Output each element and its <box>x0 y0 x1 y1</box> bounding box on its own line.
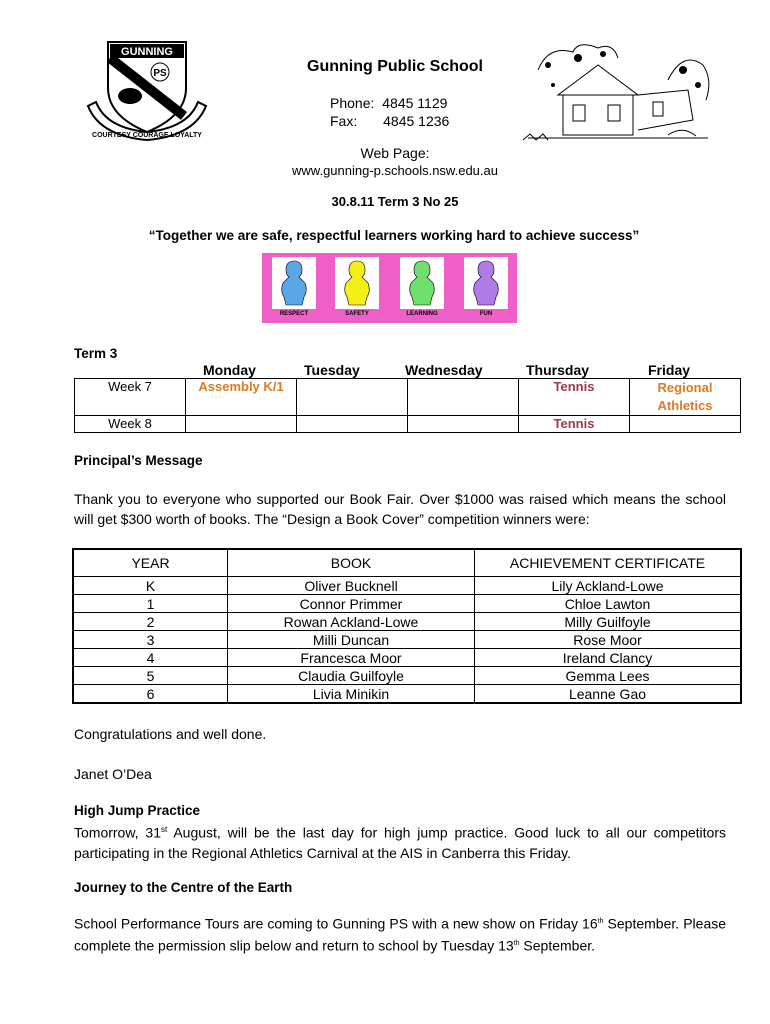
book-winner-cell: Francesca Moor <box>228 649 475 667</box>
phone-label: Phone: <box>330 95 375 111</box>
svg-text:GUNNING: GUNNING <box>121 46 173 58</box>
day-header-tuesday: Tuesday <box>304 362 360 378</box>
year-cell: K <box>73 577 228 595</box>
timetable-cell <box>630 416 741 433</box>
learning-figure-icon <box>400 257 444 309</box>
year-cell: 2 <box>73 613 228 631</box>
high-jump-text-a: Tomorrow, 31 <box>74 824 162 841</box>
table-row <box>73 577 741 595</box>
school-motto: “Together we are safe, respectful learners working hard to achieve success” <box>148 228 640 243</box>
learning-label: LEARNING <box>406 311 438 317</box>
safety-figure-icon <box>335 257 379 309</box>
book-winner-cell: Milli Duncan <box>228 631 475 649</box>
school-crest-logo <box>80 36 214 144</box>
journey-text-c: September. <box>519 937 596 954</box>
congratulations-text: Congratulations and well done. <box>74 726 267 742</box>
year-cell: 1 <box>73 595 228 613</box>
fun-label: FUN <box>479 311 493 317</box>
high-jump-heading: High Jump Practice <box>74 803 201 818</box>
book-cover-winners-table <box>72 548 742 704</box>
journey-text <box>74 912 726 955</box>
table-row <box>73 667 741 685</box>
school-house-sketch <box>518 40 716 150</box>
column-header: ACHIEVEMENT CERTIFICATE <box>475 549 742 577</box>
journey-sup-2: th <box>513 939 520 947</box>
week-label: Week 8 <box>75 416 186 433</box>
certificate-winner-cell: Lily Ackland-Lowe <box>475 577 742 595</box>
table-row <box>73 595 741 613</box>
term-title: Term 3 <box>74 346 118 361</box>
table-row <box>75 416 741 433</box>
certificate-winner-cell: Rose Moor <box>475 631 742 649</box>
table-row <box>75 379 741 416</box>
book-winner-cell: Rowan Ackland-Lowe <box>228 613 475 631</box>
issue-date-number: 30.8.11 Term 3 No 25 <box>331 194 459 209</box>
school-name: Gunning Public School <box>307 58 483 75</box>
table-row <box>73 631 741 649</box>
high-jump-text-b: August, will be the last day for high jump practice. Good luck to all our competitors participating in the Regional Athletics Carnival at the AIS in Canberra this Friday. <box>74 824 726 861</box>
table-row <box>73 685 741 704</box>
webpage-url[interactable]: www.gunning-p.schools.nsw.edu.au <box>292 163 498 178</box>
respect-label: RESPECT <box>279 311 309 317</box>
fax-label: Fax: <box>330 113 358 129</box>
principal-message-text: Thank you to everyone who supported our Book Fair. Over $1000 was raised which means the school will get $300 worth of books. The “Design a Book Cover” competition winners were: <box>74 491 726 527</box>
certificate-winner-cell: Leanne Gao <box>475 685 742 704</box>
year-cell: 4 <box>73 649 228 667</box>
journey-text-b: September. Please complete the permission slip below and return to school by Tuesday 13 <box>74 915 727 954</box>
principal-message-heading: Principal’s Message <box>74 453 203 468</box>
high-jump-text <box>74 820 726 863</box>
timetable-cell <box>408 379 519 416</box>
timetable-cell <box>297 379 408 416</box>
certificate-winner-cell: Milly Guilfoyle <box>475 613 742 631</box>
phone-number: 4845 1129 <box>382 95 448 111</box>
timetable-cell <box>297 416 408 433</box>
timetable-cell <box>186 416 297 433</box>
day-header-monday: Monday <box>203 362 256 378</box>
journey-heading: Journey to the Centre of the Earth <box>74 880 293 895</box>
respect-figure-icon <box>272 257 316 309</box>
table-header-row <box>73 549 741 577</box>
timetable-cell: Regional Athletics <box>630 379 741 416</box>
safety-label: SAFETY <box>345 311 369 317</box>
day-header-friday: Friday <box>648 362 691 378</box>
term-timetable <box>74 378 741 433</box>
journey-sup-1: th <box>597 918 604 925</box>
day-header-wednesday: Wednesday <box>405 362 483 378</box>
certificate-winner-cell: Ireland Clancy <box>475 649 742 667</box>
certificate-winner-cell: Chloe Lawton <box>475 595 742 613</box>
high-jump-sup: st <box>161 825 168 834</box>
svg-text:PS: PS <box>153 68 167 79</box>
year-cell: 3 <box>73 631 228 649</box>
fax-number: 4845 1236 <box>383 113 450 129</box>
timetable-cell <box>408 416 519 433</box>
principal-signature: Janet O’Dea <box>74 766 152 782</box>
book-winner-cell: Claudia Guilfoyle <box>228 667 475 685</box>
week-label: Week 7 <box>75 379 186 416</box>
column-header: BOOK <box>228 549 475 577</box>
year-cell: 6 <box>73 685 228 704</box>
book-winner-cell: Connor Primmer <box>228 595 475 613</box>
table-row <box>73 613 741 631</box>
day-header-thursday: Thursday <box>526 362 590 378</box>
book-winner-cell: Livia Minikin <box>228 685 475 704</box>
timetable-cell: Tennis <box>519 379 630 416</box>
svg-text:COURTESY COURAGE LOYALTY: COURTESY COURAGE LOYALTY <box>92 132 202 139</box>
year-cell: 5 <box>73 667 228 685</box>
certificate-winner-cell: Gemma Lees <box>475 667 742 685</box>
fun-figure-icon <box>464 257 508 309</box>
journey-text-a: School Performance Tours are coming to Gunning PS with a new show on Friday 16 <box>74 915 598 932</box>
timetable-cell: Assembly K/1 <box>186 379 297 416</box>
timetable-cell: Tennis <box>519 416 630 433</box>
webpage-label: Web Page: <box>360 145 430 161</box>
values-banner <box>262 253 517 323</box>
column-header: YEAR <box>73 549 228 577</box>
table-row <box>73 649 741 667</box>
book-winner-cell: Oliver Bucknell <box>228 577 475 595</box>
